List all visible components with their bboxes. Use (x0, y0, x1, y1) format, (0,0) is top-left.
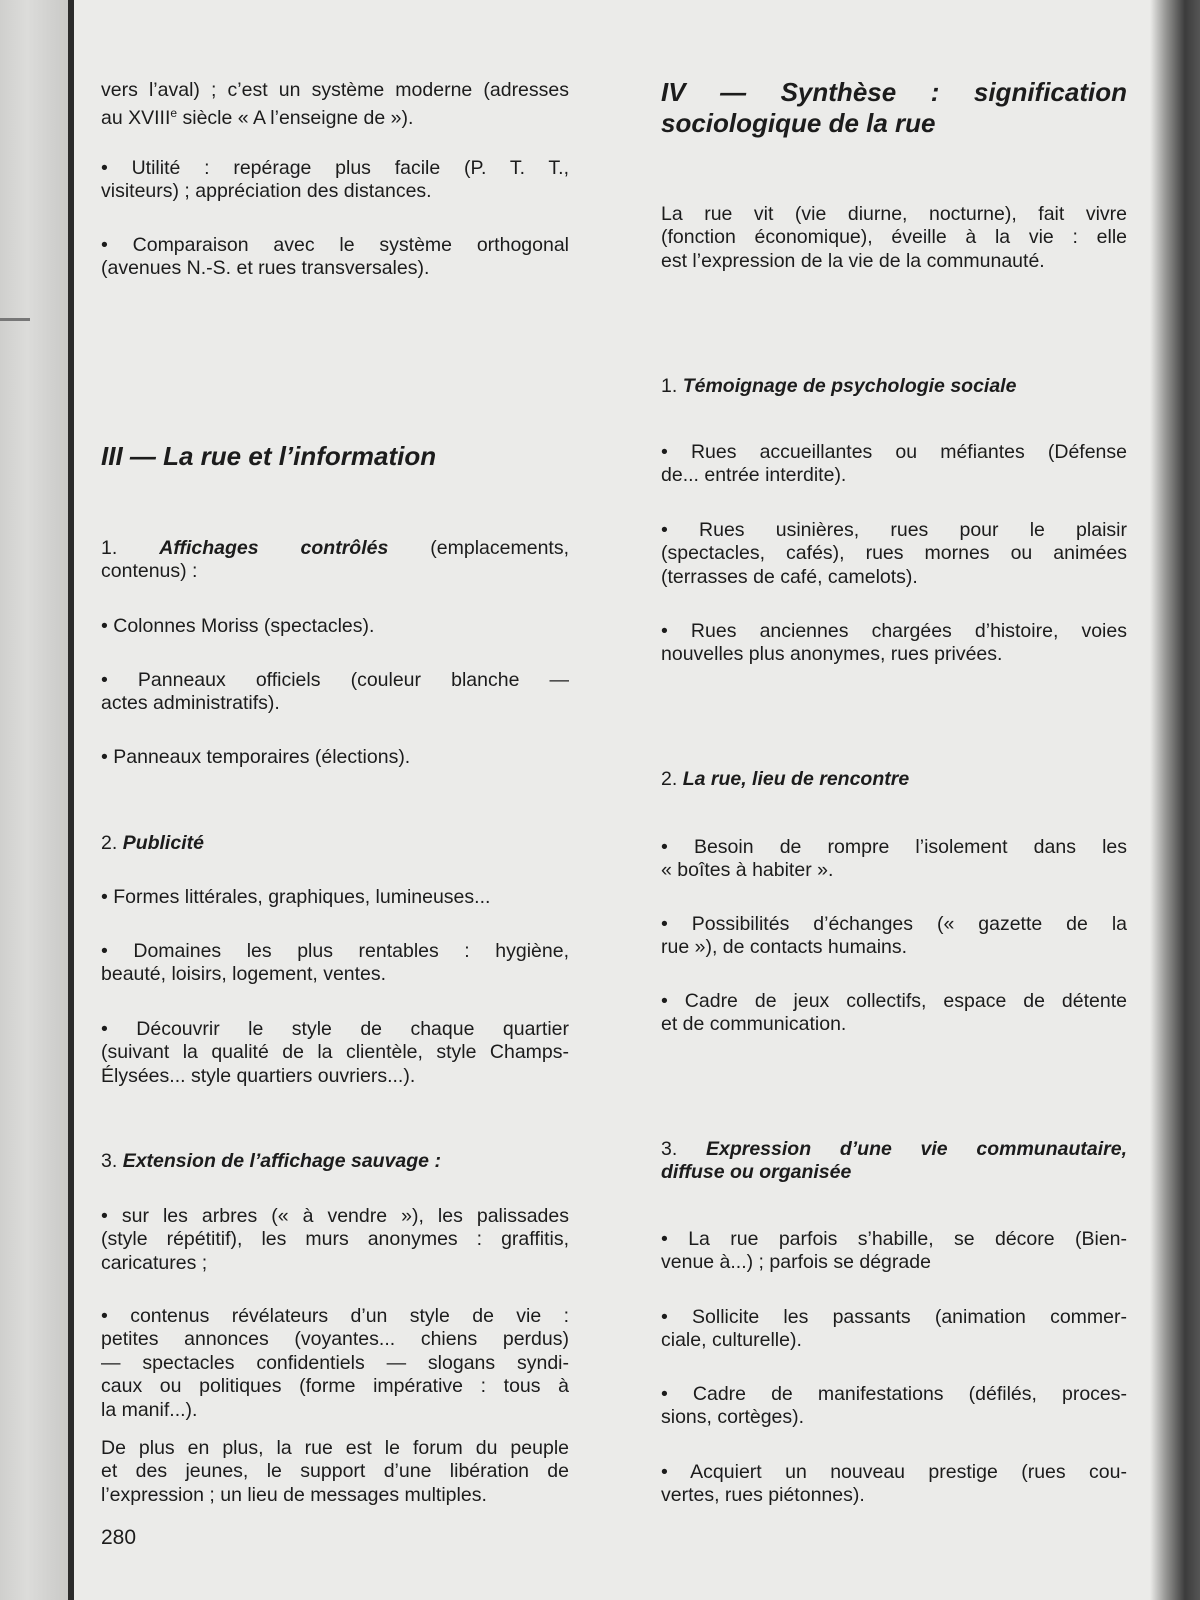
subheading-text: La rue, lieu de rencontre (682, 768, 910, 790)
text-line: et des jeunes, le support d’une libération de (101, 1460, 569, 1483)
text-line: • Découvrir le style de chaque quartier (101, 1018, 569, 1040)
text-line: • Cadre de manifestations (défilés, proces- (661, 1383, 1127, 1405)
text-line: nouvelles plus anonymes, rues privées. (661, 643, 1003, 666)
text-line (661, 1138, 1127, 1161)
text-line: • Domaines les plus rentables : hygiène, (101, 940, 569, 962)
text-span: 2. (661, 768, 683, 790)
text-line (101, 832, 569, 855)
paragraph (101, 615, 569, 638)
text-span: au XVIII (101, 107, 171, 130)
paragraph (661, 519, 1127, 589)
text-line: III — La rue et l’information (101, 441, 437, 471)
paragraph (101, 234, 569, 281)
text-line: • Formes littérales, graphiques, lumineuses... (101, 886, 491, 908)
text-line: petites annonces (voyantes... chiens perdus) (101, 1328, 569, 1351)
text-span: 1. (661, 375, 683, 397)
text-line: De plus en plus, la rue est le forum du peuple (101, 1437, 569, 1459)
text-line (661, 1161, 1127, 1184)
text-line: (fonction économique), éveille à la vie : elle (661, 226, 1127, 249)
superscript: e (170, 106, 178, 121)
text-line: • Acquiert un nouveau prestige (rues cou- (661, 1461, 1127, 1483)
text-line: • La rue parfois s’habille, se décore (Bien- (661, 1228, 1127, 1250)
text-line (101, 102, 569, 130)
text-line: • Rues usinières, rues pour le plaisir (661, 519, 1127, 541)
text-span: (emplacements, (388, 537, 569, 559)
paragraph (101, 1018, 569, 1088)
text-line: (avenues N.-S. et rues transversales). (101, 257, 430, 280)
paragraph (101, 1205, 569, 1275)
text-line: • Comparaison avec le système orthogonal (101, 234, 569, 256)
text-line: (suivant la qualité de la clientèle, style Champs- (101, 1041, 569, 1064)
paragraph (661, 990, 1127, 1037)
text-line: la manif...). (101, 1398, 198, 1421)
paragraph (101, 746, 569, 769)
text-line: • Panneaux officiels (couleur blanche — (101, 669, 569, 691)
paragraph (661, 913, 1127, 960)
text-line: l’expression ; un lieu de messages multiples. (101, 1483, 487, 1506)
paragraph (661, 836, 1127, 883)
text-line: — spectacles confidentiels — slogans syndi- (101, 1351, 569, 1374)
text-line: « boîtes à habiter ». (661, 859, 834, 882)
text-line: rue »), de contacts humains. (661, 936, 908, 959)
text-line: IV — Synthèse : signification (661, 77, 1127, 107)
binding-edge (68, 0, 74, 1600)
text-line: • Colonnes Moriss (spectacles). (101, 615, 375, 637)
paragraph (661, 441, 1127, 488)
binding-mark (0, 318, 30, 321)
text-line: ciale, culturelle). (661, 1329, 802, 1352)
book-binding (0, 0, 68, 1600)
paragraph (101, 537, 569, 584)
subheading-text: Expression d’une vie communautaire, (705, 1138, 1127, 1160)
text-line: Élysées... style quartiers ouvriers...). (101, 1064, 416, 1087)
text-line: (style répétitif), les murs anonymes : graffitis, (101, 1228, 569, 1251)
text-line: vers l’aval) ; c’est un système moderne (adresses (101, 79, 569, 101)
text-line: et de communication. (661, 1013, 847, 1036)
text-line: actes administratifs). (101, 692, 280, 715)
text-line: beauté, loisirs, logement, ventes. (101, 963, 387, 986)
paragraph (661, 203, 1127, 273)
subheading-text: Affichages contrôlés (159, 537, 389, 559)
text-span: 1. (101, 537, 160, 559)
subheading-text: diffuse ou organisée (661, 1161, 852, 1184)
text-line: • Panneaux temporaires (élections). (101, 746, 411, 768)
text-span: siècle « A l’enseigne de »). (177, 107, 414, 130)
paragraph (661, 1306, 1127, 1353)
page-edge-shadow (1150, 0, 1200, 1600)
text-line: • Rues accueillantes ou méfiantes (Défense (661, 441, 1127, 463)
text-line: (spectacles, cafés), rues mornes ou animées (661, 542, 1127, 565)
text-line: est l’expression de la vie de la communauté. (661, 249, 1045, 272)
paragraph (661, 1228, 1127, 1275)
text-line (661, 768, 1127, 791)
text-line: • Besoin de rompre l’isolement dans les (661, 836, 1127, 858)
text-line: vertes, rues piétonnes). (661, 1484, 865, 1507)
paragraph (101, 1437, 569, 1507)
text-line: • Sollicite les passants (animation commer- (661, 1306, 1127, 1328)
text-line: • sur les arbres (« à vendre »), les palissades (101, 1205, 569, 1227)
text-line: • Possibilités d’échanges (« gazette de la (661, 913, 1127, 935)
text-line (101, 1150, 569, 1173)
paragraph (101, 1150, 569, 1173)
text-line: La rue vit (vie diurne, nocturne), fait vivre (661, 203, 1127, 225)
text-span: 2. (101, 832, 123, 854)
text-line: • Cadre de jeux collectifs, espace de détente (661, 990, 1127, 1012)
text-line: sions, cortèges). (661, 1406, 805, 1429)
text-line: (terrasses de café, camelots). (661, 565, 918, 588)
paragraph (661, 1138, 1127, 1185)
paragraph (101, 669, 569, 716)
subheading-text: Témoignage de psychologie sociale (682, 375, 1017, 397)
text-line: de... entrée interdite). (661, 464, 847, 487)
text-line: contenus) : (101, 560, 198, 583)
paragraph (101, 1305, 569, 1422)
text-line: venue à...) ; parfois se dégrade (661, 1251, 931, 1274)
paragraph (661, 620, 1127, 667)
section-heading (661, 77, 1127, 139)
paragraph (101, 79, 569, 130)
text-line: • Utilité : repérage plus facile (P. T. T., (101, 157, 569, 179)
paragraph (101, 940, 569, 987)
paragraph (661, 768, 1127, 791)
subheading-text: Publicité (122, 832, 204, 854)
text-span: 3. (661, 1138, 706, 1160)
paragraph (661, 1461, 1127, 1508)
subheading-text: Extension de l’affichage sauvage : (122, 1150, 441, 1172)
text-line: caux ou politiques (forme impérative : tous à (101, 1375, 569, 1398)
text-line (661, 375, 1127, 398)
text-line: sociologique de la rue (661, 108, 936, 138)
text-line (101, 537, 569, 560)
text-span: 3. (101, 1150, 123, 1172)
paragraph (661, 1383, 1127, 1430)
text-line: caricatures ; (101, 1251, 208, 1274)
section-heading (101, 441, 569, 472)
paragraph (101, 157, 569, 204)
text-line: • contenus révélateurs d’un style de vie : (101, 1305, 569, 1327)
paragraph (661, 375, 1127, 398)
text-line: visiteurs) ; appréciation des distances. (101, 180, 432, 203)
text-line: • Rues anciennes chargées d’histoire, voies (661, 620, 1127, 642)
page-number: 280 (101, 1526, 137, 1549)
paragraph (101, 886, 569, 909)
paragraph (101, 832, 569, 855)
